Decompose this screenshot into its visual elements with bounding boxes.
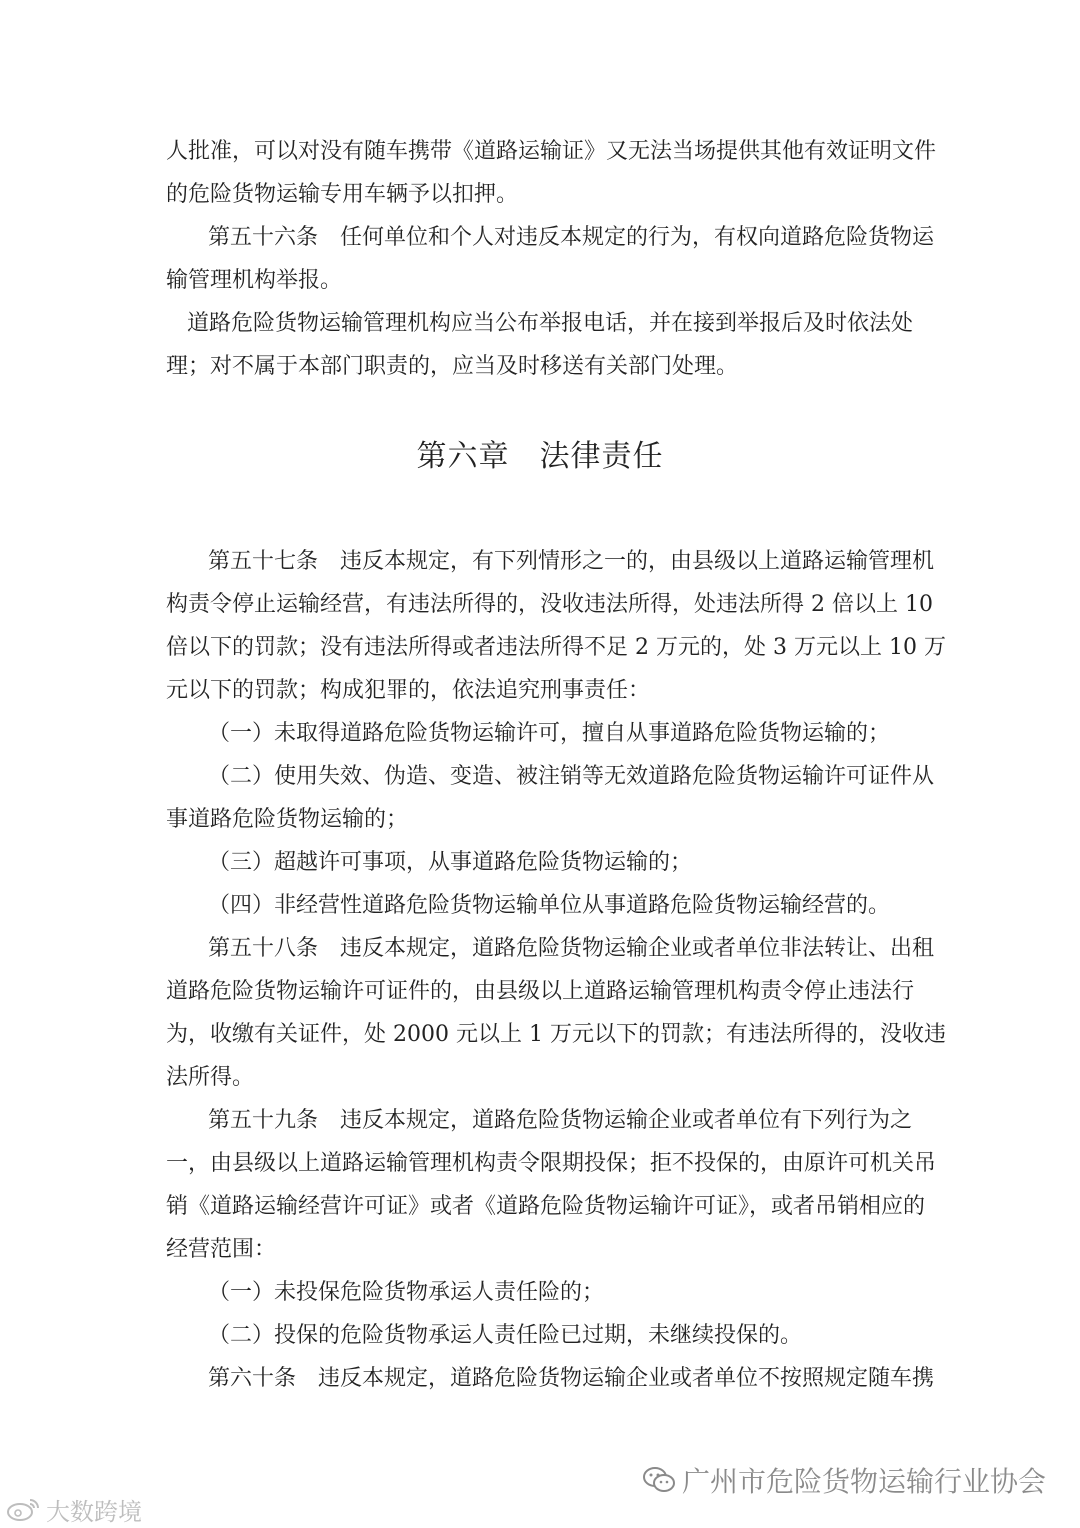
text-line: 为，收缴有关证件，处 2000 元以上 1 万元以下的罚款；有违法所得的，没收违 [166, 1022, 946, 1047]
wechat-icon [642, 1466, 676, 1494]
text-line: （二）投保的危险货物承运人责任险已过期，未继续投保的。 [208, 1323, 803, 1348]
chapter-number: 第六章 [416, 439, 510, 474]
text-line: 输管理机构举报。 [166, 268, 343, 293]
watermark-text: 大数跨境 [46, 1498, 142, 1526]
text-line: 第六十条 违反本规定，道路危险货物运输企业或者单位不按照规定随车携 [208, 1366, 935, 1391]
chapter-title: 法律责任 [539, 439, 664, 474]
text-line: 人批准，可以对没有随车携带《道路运输证》又无法当场提供其他有效证明文件 [166, 139, 937, 164]
text-line: 一，由县级以上道路运输管理机构责令限期投保；拒不投保的，由原许可机关吊 [166, 1151, 937, 1176]
text-line: 第五十九条 违反本规定，道路危险货物运输企业或者单位有下列行为之 [208, 1108, 913, 1133]
text-line: 第五十八条 违反本规定，道路危险货物运输企业或者单位非法转让、出租 [208, 936, 935, 961]
text-line: （一）未投保危险货物承运人责任险的； [208, 1280, 605, 1305]
text-line: 元以下的罚款；构成犯罪的，依法追究刑事责任： [166, 678, 651, 703]
text-line: 道路危险货物运输管理机构应当公布举报电话，并在接到举报后及时依法处 [187, 311, 914, 336]
text-line: （二）使用失效、伪造、变造、被注销等无效道路危险货物运输许可证件从 [208, 764, 935, 789]
watermark-text: 广州市危险货物运输行业协会 [681, 1465, 1046, 1498]
text-line: （一）未取得道路危险货物运输许可，擅自从事道路危险货物运输的； [208, 721, 891, 746]
text-line: 销《道路运输经营许可证》或者《道路危险货物运输许可证》，或者吊销相应的 [166, 1194, 926, 1219]
text-line: 第五十七条 违反本规定，有下列情形之一的，由县级以上道路运输管理机 [208, 549, 935, 574]
wechat-watermark [642, 1460, 1046, 1500]
text-line: 倍以下的罚款；没有违法所得或者违法所得不足 2 万元的，处 3 万元以上 10 万 [166, 635, 946, 660]
text-line: 第五十六条 任何单位和个人对违反本规定的行为，有权向道路危险货物运 [208, 225, 935, 250]
text-line: 经营范围： [166, 1237, 277, 1262]
text-line: 法所得。 [166, 1065, 255, 1090]
text-line: 道路危险货物运输许可证件的，由县级以上道路运输管理机构责令停止违法行 [166, 979, 915, 1004]
text-line: 构责令停止运输经营，有违法所得的，没收违法所得，处违法所得 2 倍以上 10 [166, 592, 933, 617]
chapter-heading [0, 437, 1080, 477]
weibo-icon [6, 1497, 42, 1523]
weibo-watermark [6, 1492, 142, 1527]
text-line: 事道路危险货物运输的； [166, 807, 409, 832]
text-line: （四）非经营性道路危险货物运输单位从事道路危险货物运输经营的。 [208, 893, 891, 918]
text-line: 的危险货物运输专用车辆予以扣押。 [166, 182, 519, 207]
text-line: （三）超越许可事项，从事道路危险货物运输的； [208, 850, 693, 875]
footer [0, 1444, 1080, 1528]
text-line: 理；对不属于本部门职责的，应当及时移送有关部门处理。 [166, 354, 739, 379]
